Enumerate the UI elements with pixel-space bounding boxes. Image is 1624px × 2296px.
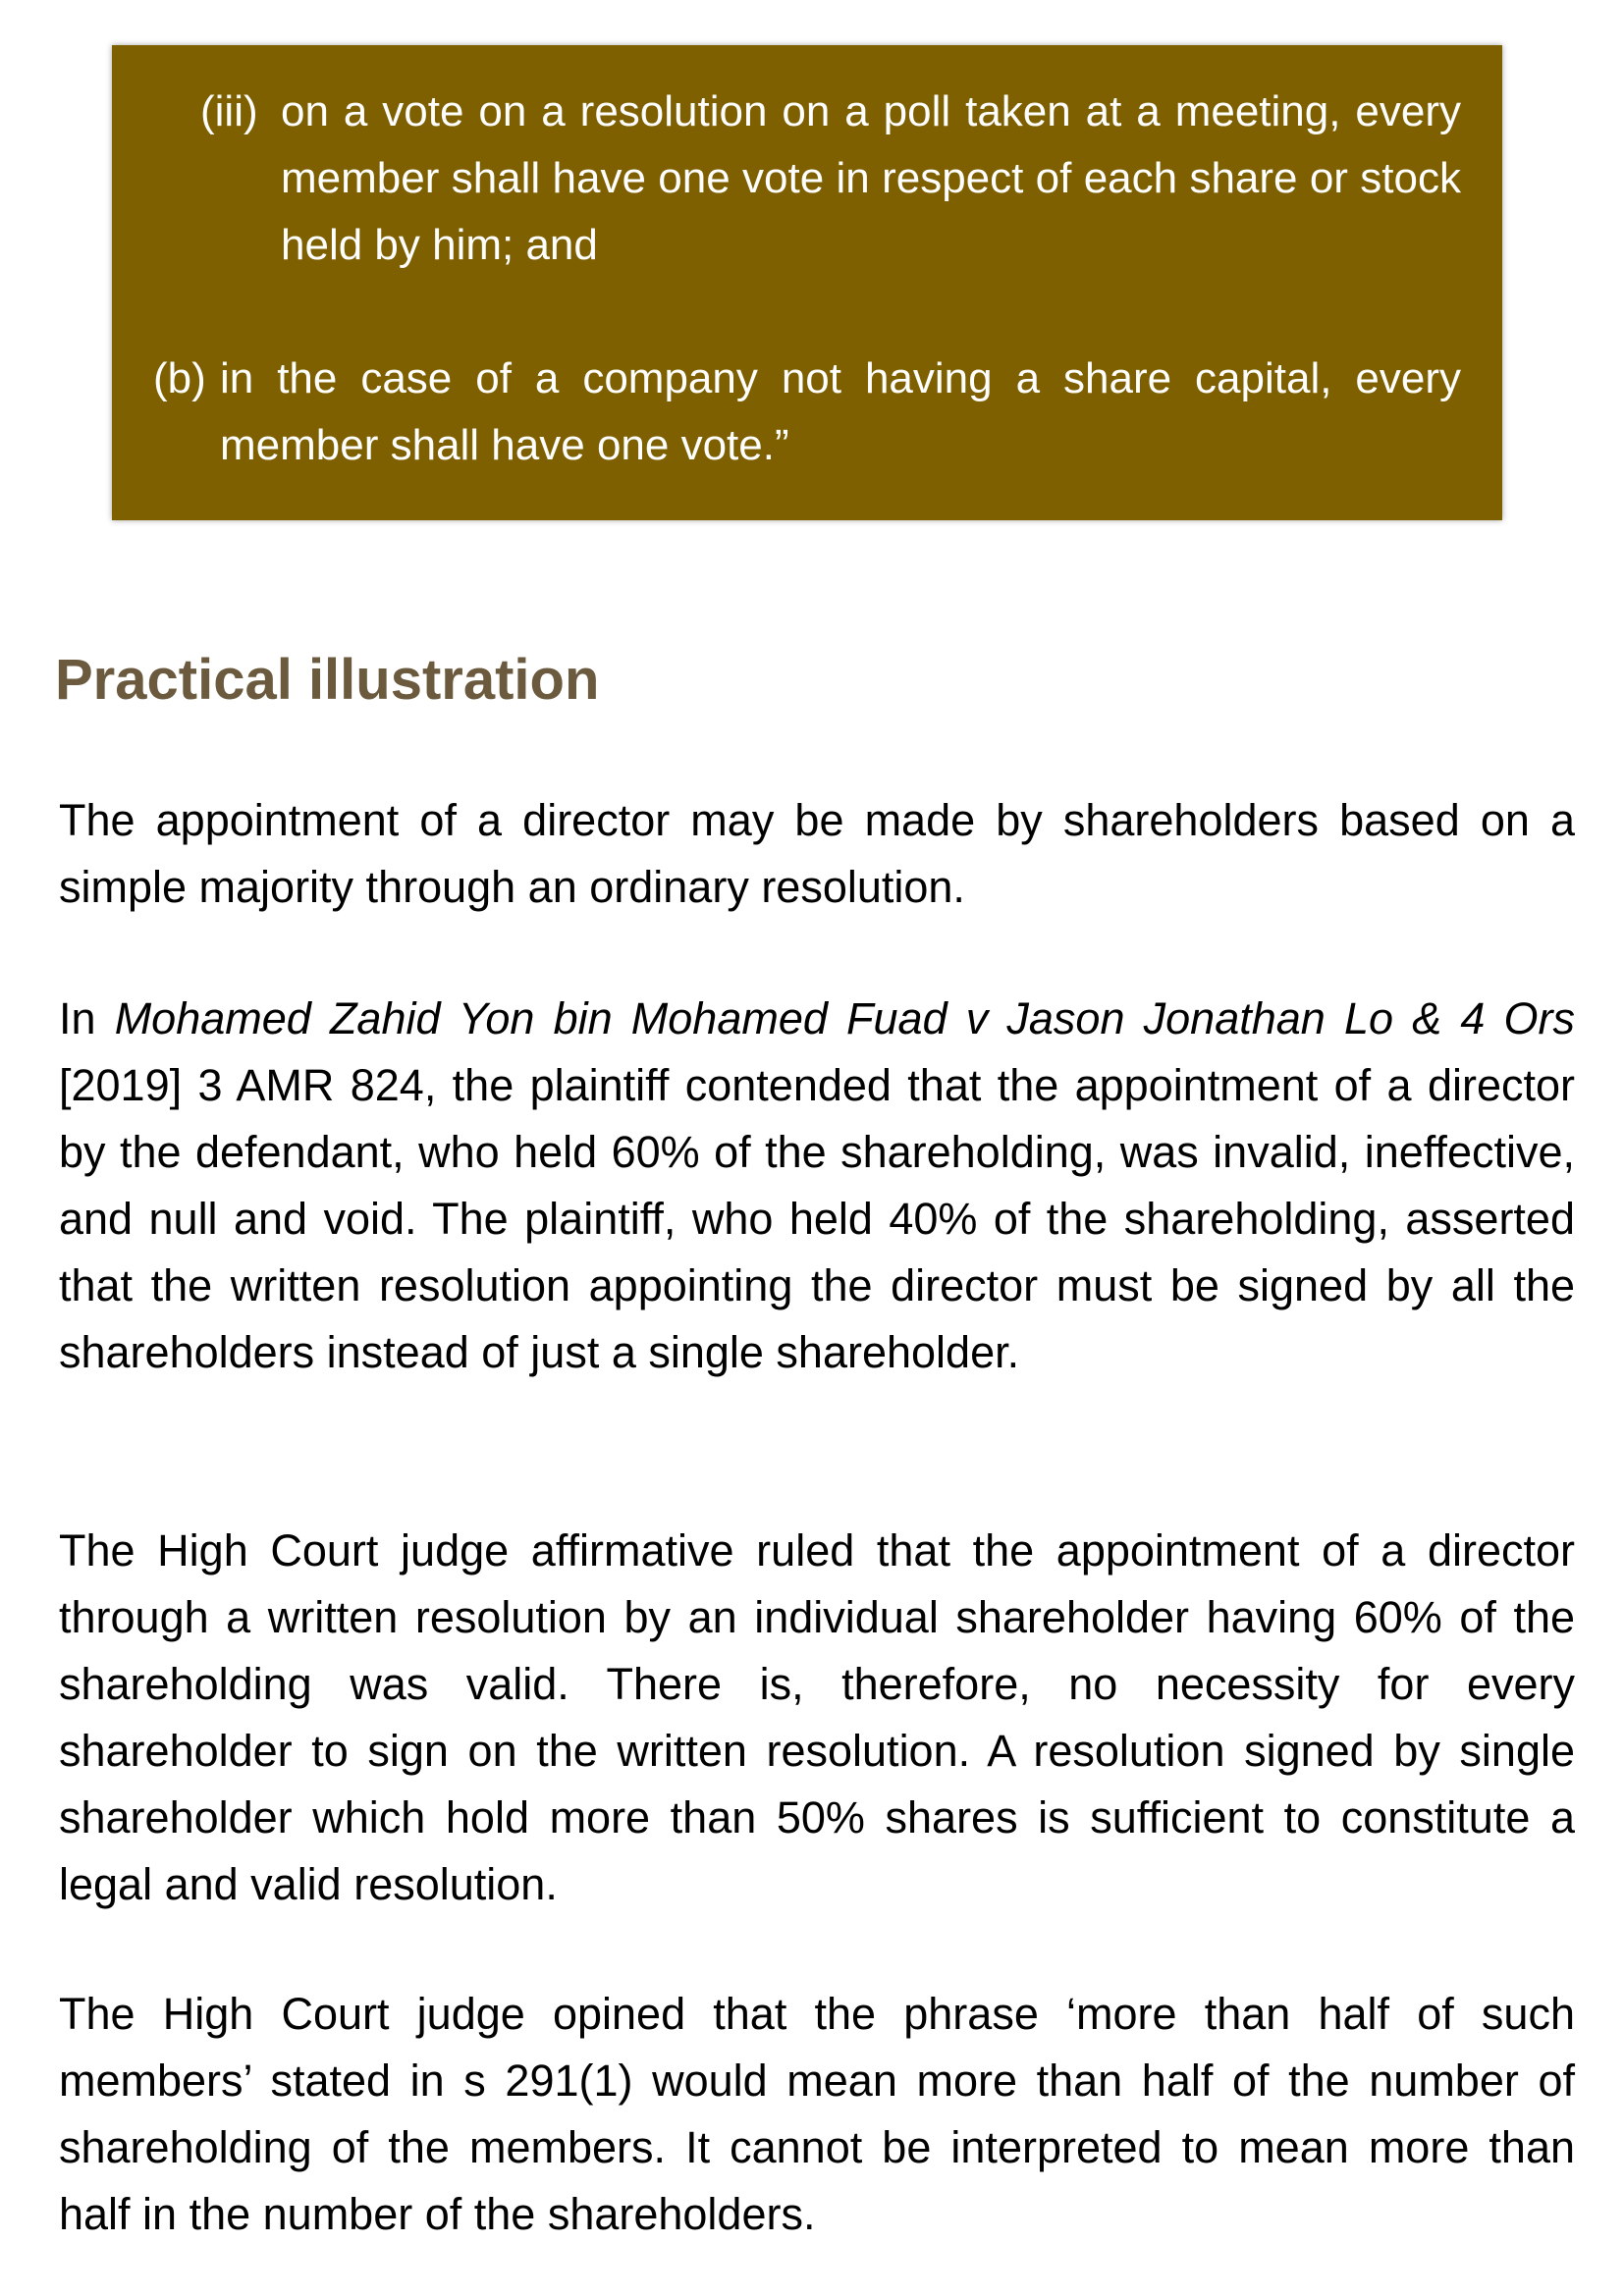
section-heading: Practical illustration	[55, 648, 600, 712]
quote-item-b-marker: (b)	[153, 354, 206, 402]
paragraph-appointment: The appointment of a director may be made by shareholders based on a simple majority through an ordinary resolution.	[59, 795, 1575, 912]
paragraph-case-rest: [2019] 3 AMR 824, the plaintiff contended that the appointment of a director by the defendant, who held 60% of the shareholding, was invalid, ineffective, and null and void. The plaintiff, who held 40% of the shareholding, asserted that the written resolution appointing the director must be signed by all the shareholders instead of just a single shareholder.	[59, 1060, 1575, 1377]
quote-item-b	[153, 346, 1461, 479]
paragraph-case-lead: In	[59, 993, 115, 1043]
quote-item-iii-marker: (iii)	[200, 87, 258, 135]
quote-item-b-text: in the case of a company not having a share capital, every member shall have one vote.”	[220, 354, 1461, 469]
quote-item-iii-text: on a vote on a resolution on a poll taken at a meeting, every member shall have one vote in respect of each share or stock held by him; and	[281, 87, 1461, 269]
case-name: Mohamed Zahid Yon bin Mohamed Fuad v Jason Jonathan Lo & 4 Ors	[114, 993, 1575, 1043]
paragraph-ruling: The High Court judge affirmative ruled that the appointment of a director through a written resolution by an individual shareholder having 60% of the shareholding was valid. There is, therefore, no necessity for every shareholder to sign on the written resolution. A resolution signed by single shareholder which hold more than 50% shares is sufficient to constitute a legal and valid resolution.	[59, 1525, 1575, 1909]
quote-item-iii	[200, 79, 1461, 279]
paragraph-interpretation: The High Court judge opined that the phrase ‘more than half of such members’ stated in s 291(1) would mean more than half of the number of shareholding of the members. It cannot be interpreted to mean more than half in the number of the shareholders.	[59, 1989, 1575, 2239]
paragraph-case	[59, 986, 1575, 1386]
statute-quote-box	[112, 45, 1502, 520]
